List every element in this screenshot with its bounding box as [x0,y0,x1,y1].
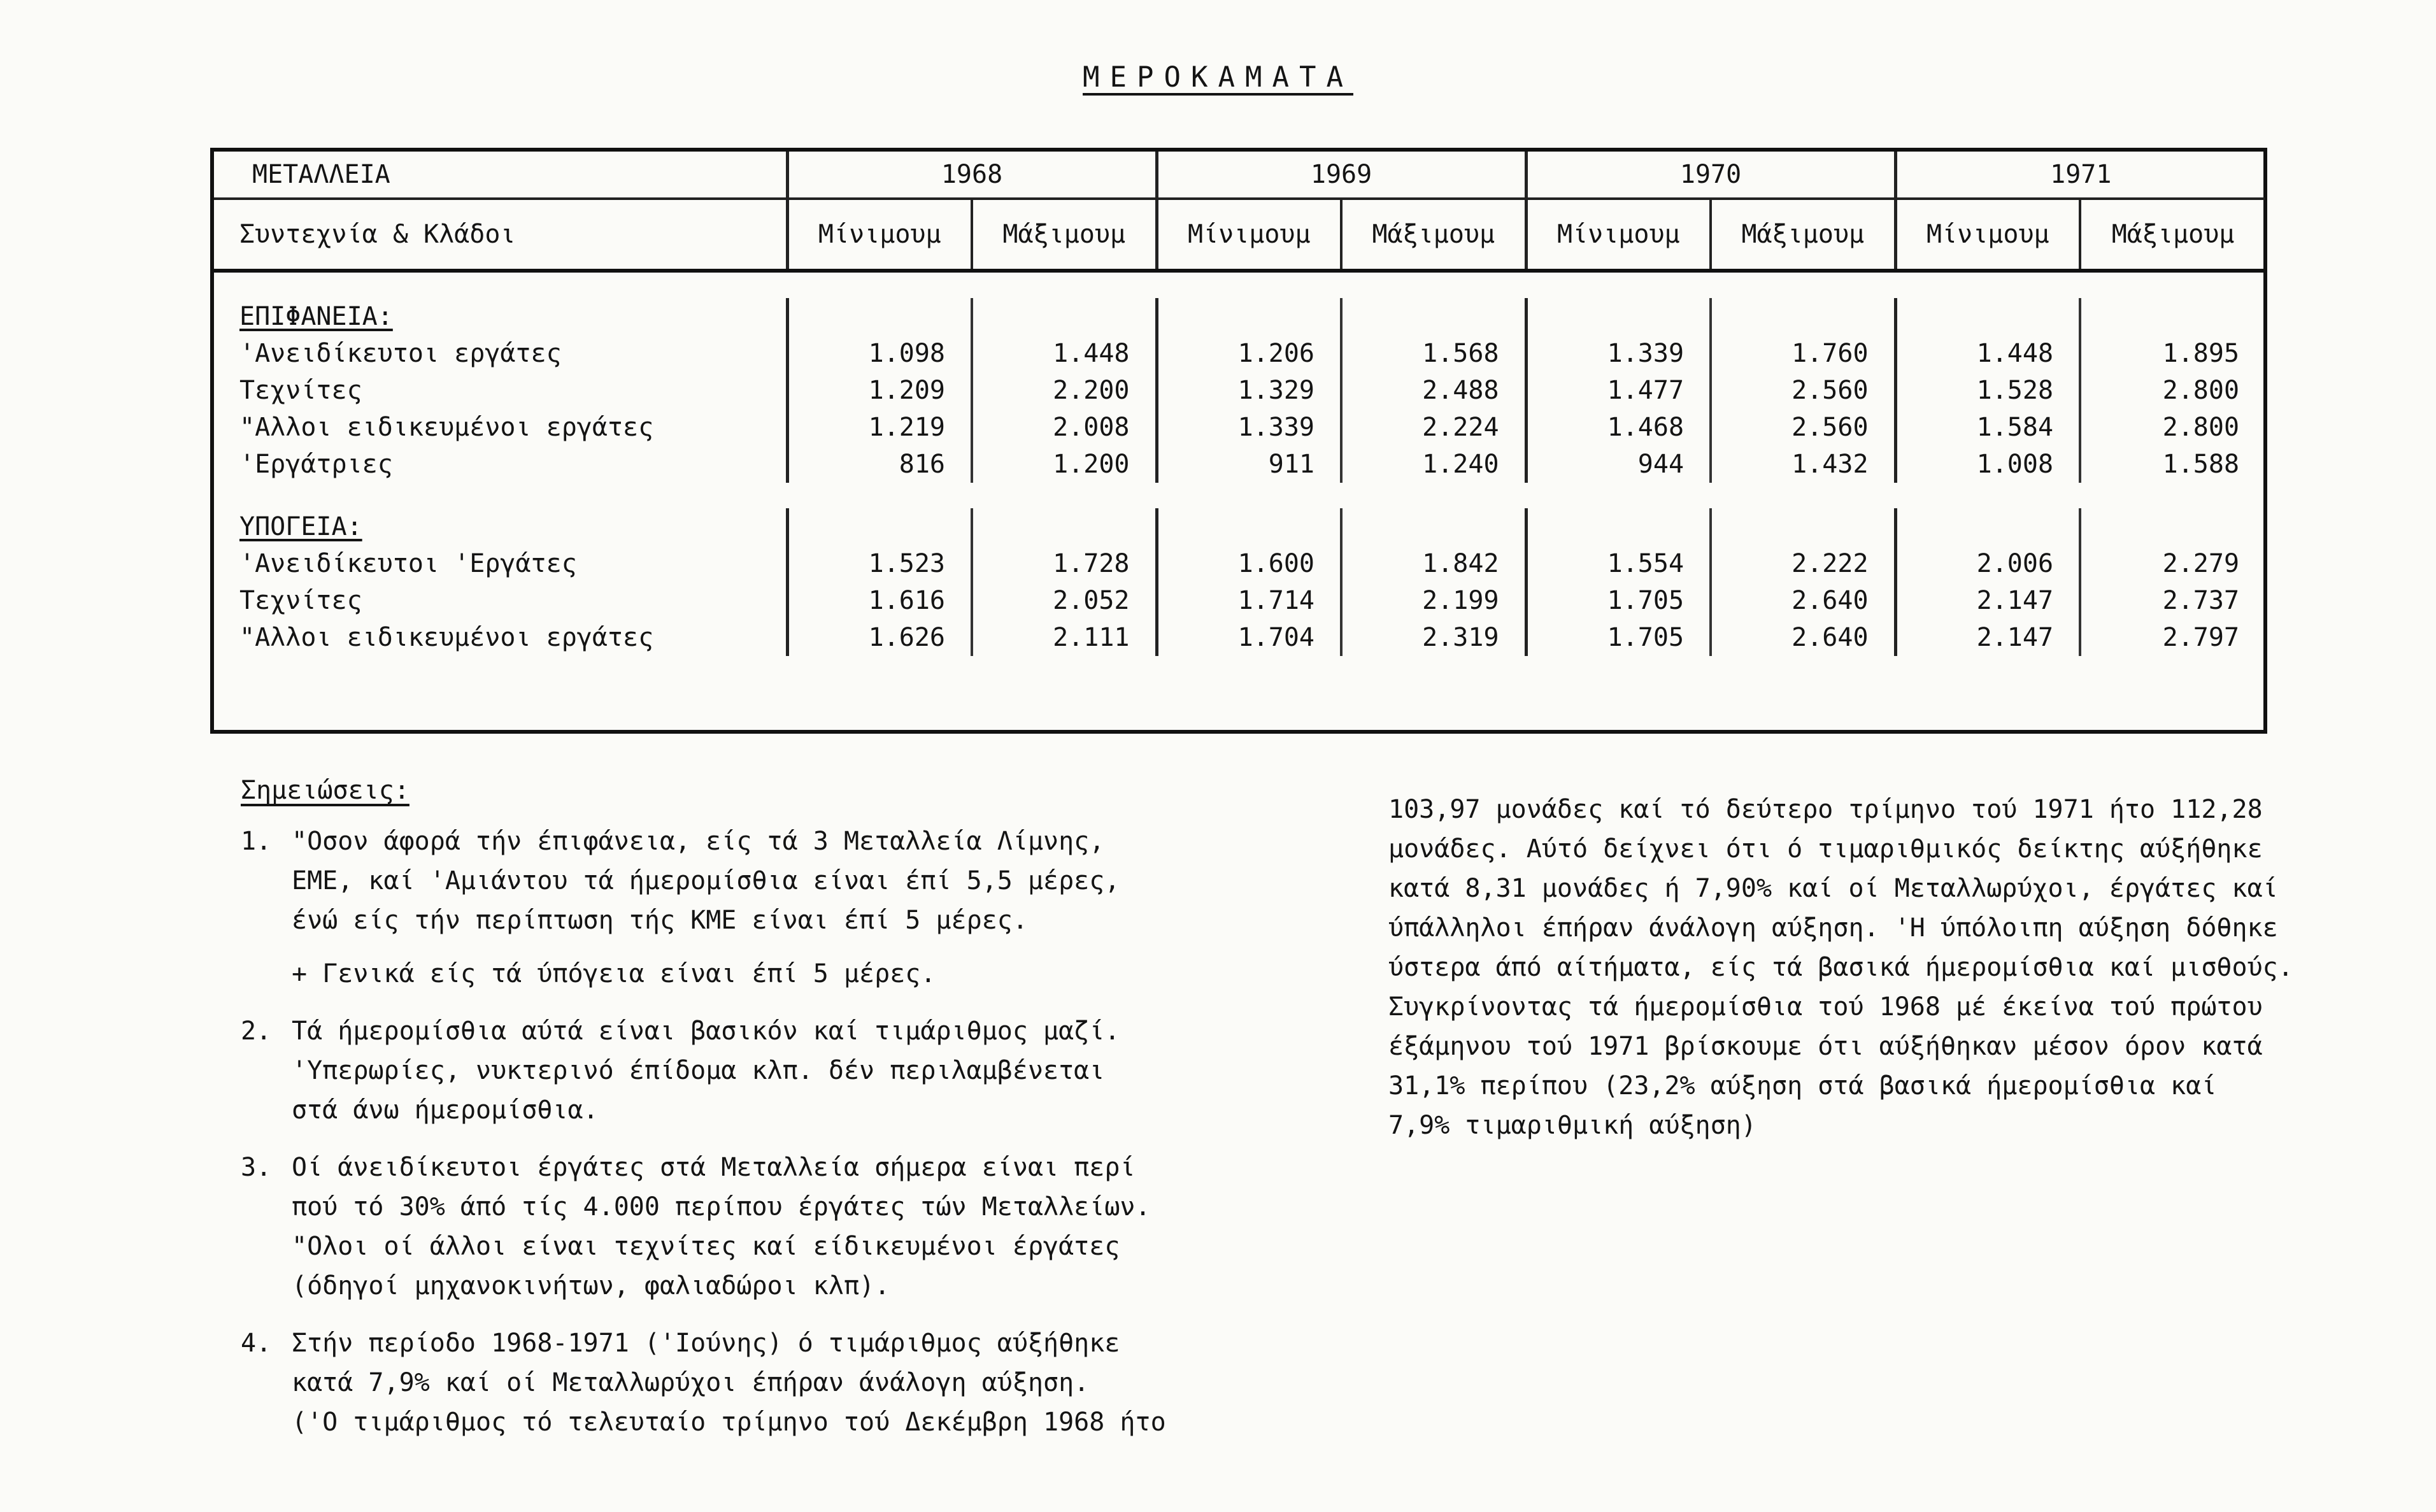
note-line: κατά 7,9% καί οί Μεταλλωρύχοι έπήραν άνάλογη αύξηση. [292,1368,1090,1397]
min-value-cell: 2.006 [1895,545,2080,582]
note-number: 1. [241,827,272,856]
min-value-cell: 1.705 [1526,582,1711,619]
row-label: 'Ανειδίκευτοι 'Εργάτες [239,549,577,578]
section-spacer [214,271,2265,298]
empty-cell [1341,298,1526,335]
min-value-cell: 1.339 [1157,409,1341,446]
min-value-cell: 1.477 [1526,372,1711,409]
corner-header-trades: Συντεχνία & Κλάδοι [214,199,787,271]
table-row [214,545,2265,582]
min-value-cell: 1.714 [1157,582,1341,619]
min-header: Μίνιμουμ [1157,199,1341,271]
wages-table [214,152,2265,681]
min-value-cell: 1.616 [787,582,972,619]
wages-table-frame [210,148,2267,734]
note-line: ένώ είς τήν περίπτωση τής ΚΜΕ είναι έπί 5 μέρες. [292,906,1028,935]
note-item [241,822,1323,994]
note-extra-line: + Γενικά είς τά ύπόγεια είναι έπί 5 μέρες. [292,959,936,988]
note-number: 3. [241,1153,272,1182]
section-header [214,508,787,545]
max-value-cell: 2.560 [1711,372,1895,409]
note-item [241,1148,1323,1306]
min-value-cell: 1.626 [787,619,972,656]
year-header: 1971 [1895,152,2265,199]
table-row [214,409,2265,446]
max-value-cell: 2.640 [1711,582,1895,619]
row-label: Τεχνίτες [239,376,362,405]
notes-list [241,822,1323,1442]
max-value-cell: 1.842 [1341,545,1526,582]
empty-cell [1711,508,1895,545]
year-header: 1969 [1157,152,1526,199]
page-title: ΜΕΡΟΚΑΜΑΤΑ [1083,61,1353,94]
continuation-line: έξάμηνου τού 1971 βρίσκουμε ότι αύξήθηκαν μέσον όρον κατά [1388,1032,2263,1061]
min-value-cell: 911 [1157,446,1341,483]
min-value-cell: 1.584 [1895,409,2080,446]
row-label: "Αλλοι ειδικευμένοι εργάτες [239,623,654,652]
max-value-cell: 1.728 [972,545,1157,582]
continuation-line: Συγκρίνοντας τά ήμερομίσθια τού 1968 μέ έκείνα τού πρώτου [1388,992,2263,1022]
min-header: Μίνιμουμ [1526,199,1711,271]
note-line: ('Ο τιμάριθμος τό τελευταίο τρίμηνο τού Δεκέμβρη 1968 ήτο [292,1408,1166,1437]
max-value-cell: 2.008 [972,409,1157,446]
spacer-cell [214,483,2265,508]
empty-cell [1895,508,2080,545]
continuation-line: μονάδες. Αύτό δείχνει ότι ό τιμαριθμικός δείκτης αύξήθηκε [1388,834,2263,864]
table-row [214,446,2265,483]
max-value-cell: 1.240 [1341,446,1526,483]
min-value-cell: 1.329 [1157,372,1341,409]
section-header [214,298,787,335]
max-value-cell: 1.568 [1341,335,1526,372]
max-value-cell: 2.797 [2080,619,2265,656]
continuation-line: 103,97 μονάδες καί τό δεύτερο τρίμηνο τού 1971 ήτο 112,28 [1388,795,2263,824]
min-value-cell: 1.339 [1526,335,1711,372]
continuation-line: κατά 8,31 μονάδες ή 7,90% καί οί Μεταλλωρύχοι, έργάτες καί [1388,874,2278,903]
max-value-cell: 1.200 [972,446,1157,483]
row-label: 'Ανειδίκευτοι εργάτες [239,339,562,368]
max-value-cell: 2.488 [1341,372,1526,409]
note-line: ΕΜΕ, καί 'Αμιάντου τά ήμερομίσθια είναι έπί 5,5 μέρες, [292,866,1120,895]
min-value-cell: 1.705 [1526,619,1711,656]
note-item [241,1011,1323,1130]
note-line: Στήν περίοδο 1968-1971 ('Ιούνης) ό τιμάριθμος αύξήθηκε [292,1329,1120,1358]
spacer-cell [214,656,2265,681]
min-value-cell: 2.147 [1895,619,2080,656]
empty-cell [1341,508,1526,545]
empty-cell [972,298,1157,335]
year-header: 1970 [1526,152,1895,199]
min-value-cell: 1.600 [1157,545,1341,582]
section-spacer [214,483,2265,508]
wages-table-body [214,271,2265,681]
note-number: 4. [241,1329,272,1358]
table-row [214,619,2265,656]
min-value-cell: 1.209 [787,372,972,409]
table-row [214,582,2265,619]
notes-continuation [1388,790,2344,1145]
empty-cell [2080,298,2265,335]
max-value-cell: 1.760 [1711,335,1895,372]
section-name: ΥΠΟΓΕΙΑ: [239,512,362,541]
max-header: Μάξιμουμ [972,199,1157,271]
max-value-cell: 1.588 [2080,446,2265,483]
min-value-cell: 1.206 [1157,335,1341,372]
max-value-cell: 2.279 [2080,545,2265,582]
note-line: (όδηγοί μηχανοκινήτων, φαλιαδώροι κλπ). [292,1271,890,1301]
min-value-cell: 1.468 [1526,409,1711,446]
spacer-cell [214,271,2265,298]
max-value-cell: 2.800 [2080,409,2265,446]
note-line: Οί άνειδίκευτοι έργάτες στά Μεταλλεία σήμερα είναι περί [292,1153,1136,1182]
continuation-line: 7,9% τιμαριθμική αύξηση) [1388,1111,1756,1140]
max-value-cell: 2.800 [2080,372,2265,409]
empty-cell [1526,298,1711,335]
max-header: Μάξιμουμ [2080,199,2265,271]
min-header: Μίνιμουμ [1895,199,2080,271]
section-name: ΕΠΙΦΑΝΕΙΑ: [239,302,393,331]
section-header-row [214,298,2265,335]
min-value-cell: 2.147 [1895,582,2080,619]
row-label: 'Εργάτριες [239,450,393,479]
note-line: πού τό 30% άπό τίς 4.000 περίπου έργάτες τών Μεταλλείων. [292,1192,1151,1222]
corner-header-mines: ΜΕΤΑΛΛΕΙΑ [214,152,787,199]
section-header-row [214,508,2265,545]
note-line: Τά ήμερομίσθια αύτά είναι βασικόν καί τιμάριθμος μαζί. [292,1016,1120,1046]
empty-cell [1526,508,1711,545]
table-row [214,372,2265,409]
note-line: 'Υπερωρίες, νυκτερινό έπίδομα κλπ. δέν περιλαμβένεται [292,1056,1105,1085]
table-row [214,335,2265,372]
min-value-cell: 1.523 [787,545,972,582]
year-header: 1968 [787,152,1157,199]
empty-cell [787,508,972,545]
max-header: Μάξιμουμ [1711,199,1895,271]
max-value-cell: 2.737 [2080,582,2265,619]
min-value-cell: 1.098 [787,335,972,372]
note-line: στά άνω ήμερομίσθια. [292,1095,599,1125]
max-value-cell: 2.200 [972,372,1157,409]
min-value-cell: 1.448 [1895,335,2080,372]
empty-cell [2080,508,2265,545]
empty-cell [1895,298,2080,335]
empty-cell [972,508,1157,545]
min-value-cell: 816 [787,446,972,483]
note-line: "Οσον άφορά τήν έπιφάνεια, είς τά 3 Μεταλλεία Λίμνης, [292,827,1105,856]
min-header: Μίνιμουμ [787,199,972,271]
max-header: Μάξιμουμ [1341,199,1526,271]
min-value-cell: 1.528 [1895,372,2080,409]
continuation-line: ύστερα άπό αίτήματα, είς τά βασικά ήμερομίσθια καί μισθούς. [1388,953,2293,982]
min-value-cell: 1.008 [1895,446,2080,483]
note-item [241,1323,1323,1442]
max-value-cell: 2.199 [1341,582,1526,619]
row-label: "Αλλοι ειδικευμένοι εργάτες [239,413,654,442]
max-value-cell: 2.560 [1711,409,1895,446]
empty-cell [1157,508,1341,545]
notes-section [241,771,1323,1460]
notes-title: Σημειώσεις: [241,776,410,805]
max-value-cell: 2.224 [1341,409,1526,446]
max-value-cell: 1.448 [972,335,1157,372]
max-value-cell: 1.895 [2080,335,2265,372]
empty-cell [787,298,972,335]
max-value-cell: 1.432 [1711,446,1895,483]
min-value-cell: 944 [1526,446,1711,483]
max-value-cell: 2.111 [972,619,1157,656]
min-value-cell: 1.554 [1526,545,1711,582]
continuation-line: 31,1% περίπου (23,2% αύξηση στά βασικά ήμερομίσθια καί [1388,1071,2217,1101]
min-value-cell: 1.219 [787,409,972,446]
note-line: "Ολοι οί άλλοι είναι τεχνίτες καί είδικευμένοι έργάτες [292,1232,1120,1261]
row-label: Τεχνίτες [239,586,362,615]
empty-cell [1711,298,1895,335]
max-value-cell: 2.640 [1711,619,1895,656]
section-spacer [214,656,2265,681]
max-value-cell: 2.052 [972,582,1157,619]
empty-cell [1157,298,1341,335]
continuation-line: ύπάλληλοι έπήραν άνάλογη αύξηση. 'Η ύπόλοιπη αύξηση δόθηκε [1388,913,2278,943]
note-number: 2. [241,1016,272,1046]
min-value-cell: 1.704 [1157,619,1341,656]
max-value-cell: 2.319 [1341,619,1526,656]
max-value-cell: 2.222 [1711,545,1895,582]
